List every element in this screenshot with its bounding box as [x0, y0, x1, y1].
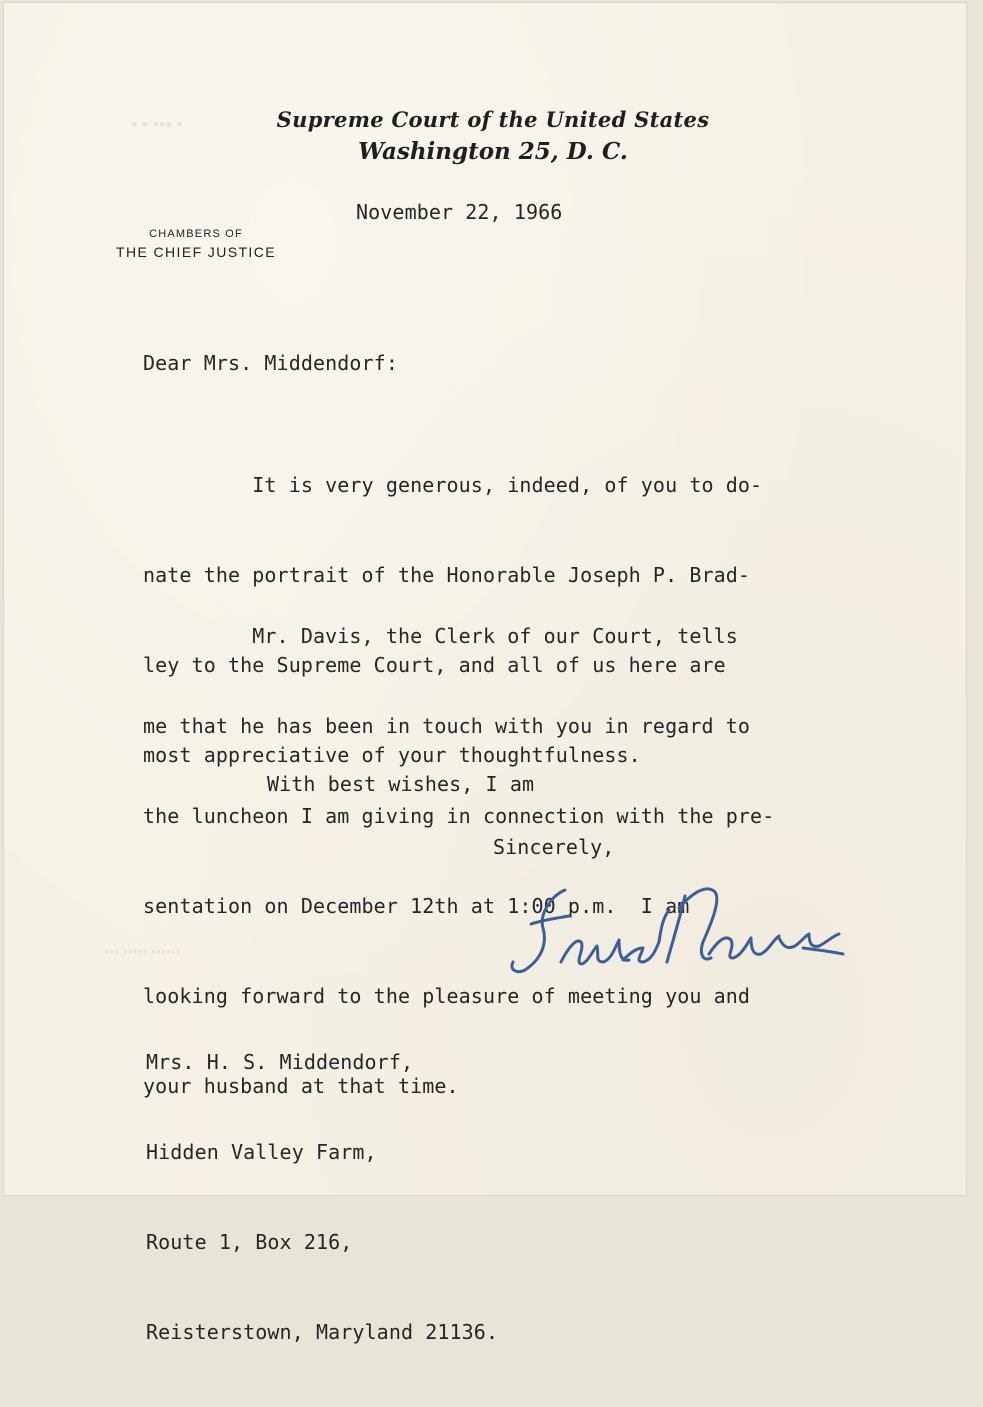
paragraph-line: sentation on December 12th at 1:00 p.m. I am — [143, 894, 690, 918]
letterhead — [3, 105, 983, 169]
chambers-of-label: CHAMBERS OF — [149, 228, 243, 240]
recipient-address — [146, 987, 498, 1407]
paragraph-line: It is very generous, indeed, of you to do- — [143, 473, 763, 497]
chambers-block — [91, 228, 301, 260]
paragraph-line: nate the portrait of the Honorable Joseph P. Brad- — [143, 563, 751, 587]
paragraph-line: most appreciative of your thoughtfulness. — [143, 743, 641, 767]
handwritten-signature — [503, 862, 853, 982]
letterhead-city: Washington 25, D. C. — [358, 138, 628, 165]
paragraph-line: the luncheon I am giving in connection with the pre- — [143, 804, 775, 828]
letterhead-court-name: Supreme Court of the United States — [276, 107, 710, 132]
letter-date: November 22, 1966 — [356, 200, 563, 224]
closing-wishes: With best wishes, I am — [267, 772, 535, 796]
address-line: Mrs. H. S. Middendorf, — [146, 1050, 414, 1074]
paragraph-line: looking forward to the pleasure of meeting you and — [143, 984, 751, 1008]
bleed-through-text: ▪▪▪ ▪▪▪▪▪ ▪▪▪▪▪▪ — [105, 946, 182, 958]
address-line: Hidden Valley Farm, — [146, 1140, 377, 1164]
address-line: Route 1, Box 216, — [146, 1230, 353, 1254]
paragraph-line: ley to the Supreme Court, and all of us here are — [143, 653, 726, 677]
bleed-through-text: ▪ ▪ ▪▪▪ ▪ — [131, 114, 183, 134]
paragraph-line: Mr. Davis, the Clerk of our Court, tells — [143, 624, 738, 648]
address-line: Reisterstown, Maryland 21136. — [146, 1320, 499, 1344]
paragraph-line: me that he has been in touch with you in regard to — [143, 714, 751, 738]
paragraph-line: your husband at that time. — [143, 1074, 459, 1098]
closing-sincerely: Sincerely, — [493, 835, 615, 859]
salutation: Dear Mrs. Middendorf: — [143, 351, 398, 375]
chambers-title: THE CHIEF JUSTICE — [116, 244, 276, 260]
letter-page — [3, 2, 967, 1344]
